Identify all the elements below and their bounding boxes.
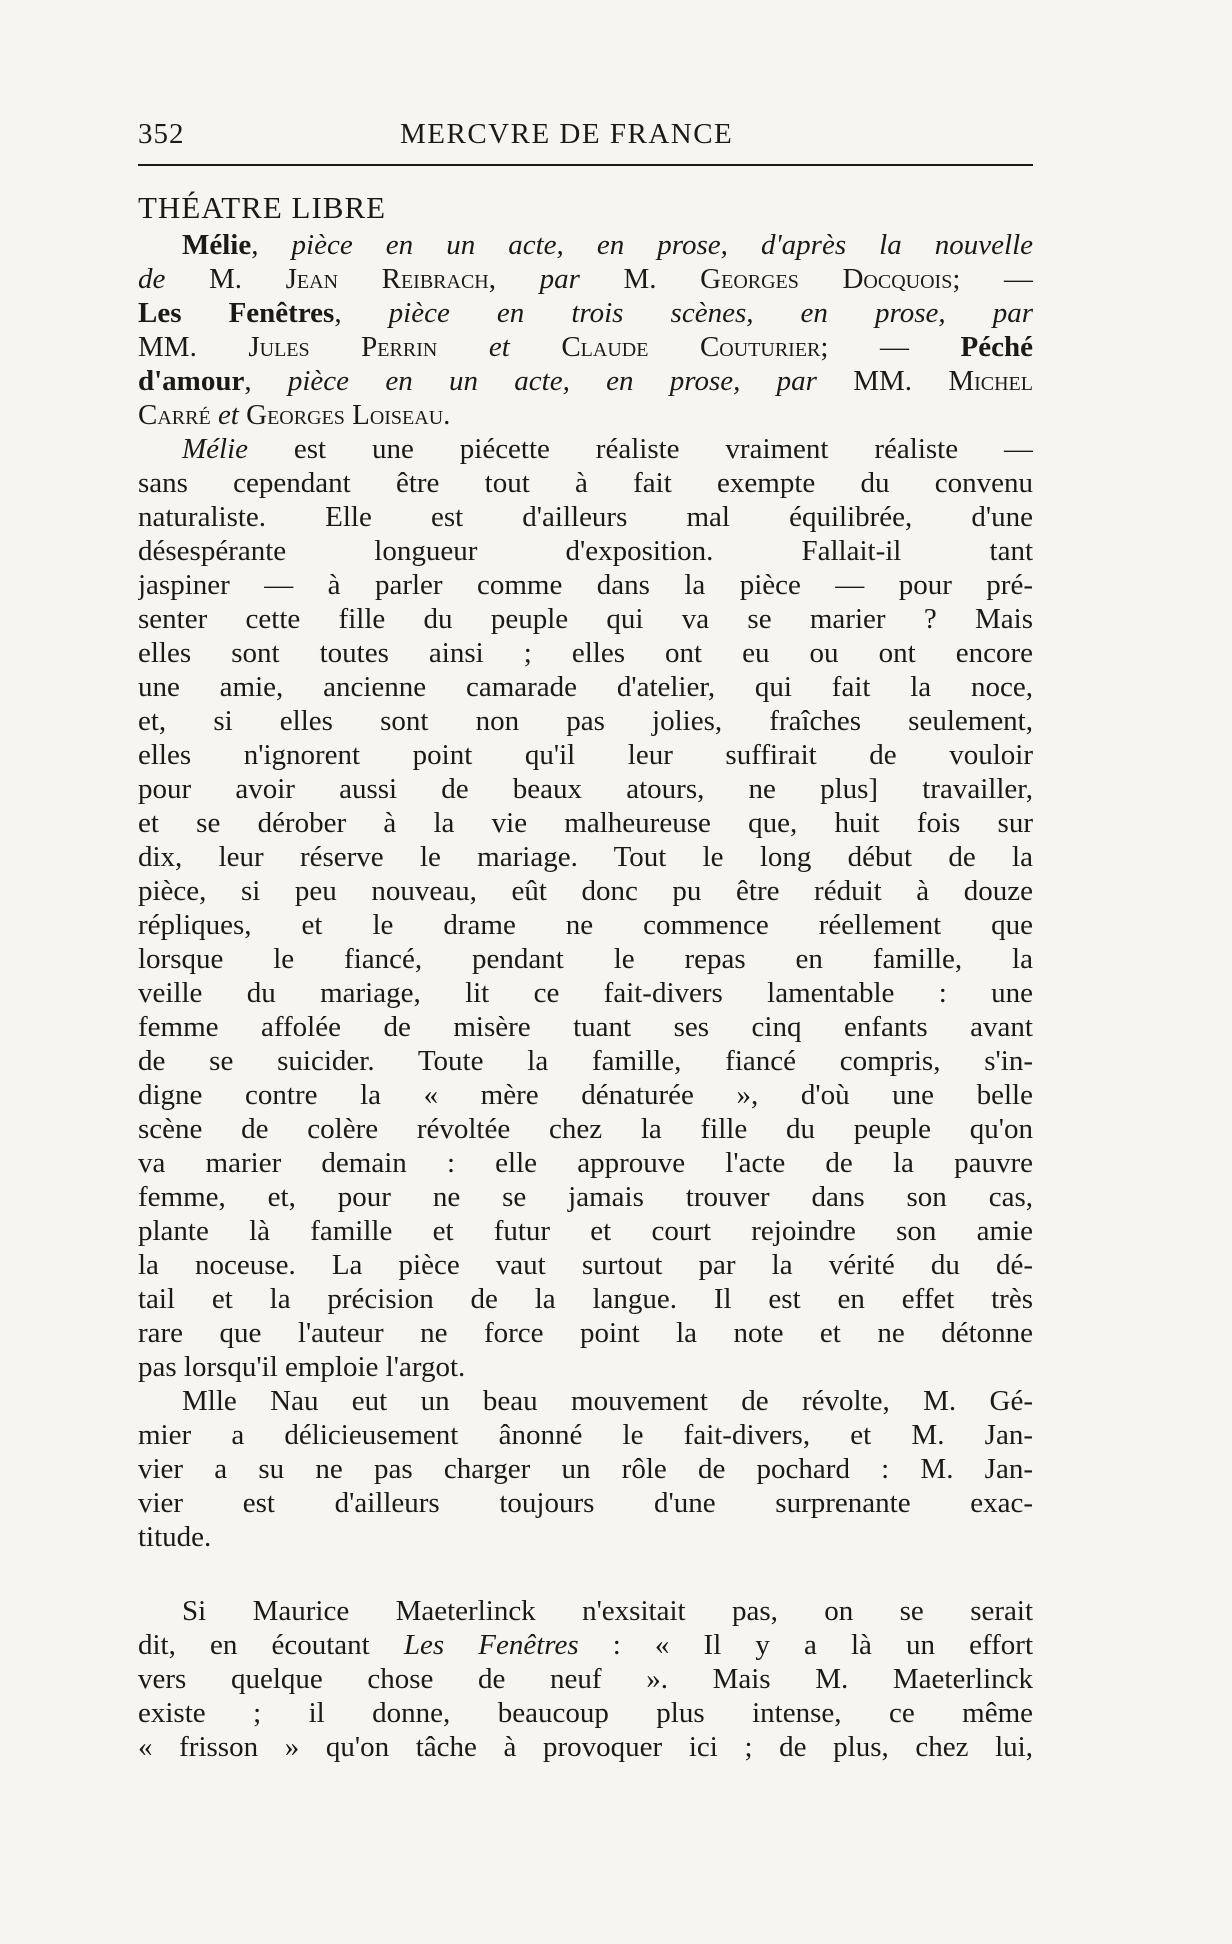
text-segment: ,	[488, 263, 540, 295]
text-segment: Carré	[138, 399, 211, 431]
text-segment: Georges Docquois	[700, 263, 953, 295]
text-segment: MM.	[816, 365, 949, 397]
text-segment: Jean Reibrach	[285, 263, 489, 295]
text-segment: vers quelque chose de neuf ». Mais M. Maeterlinck	[138, 1663, 1033, 1695]
text-segment: une amie, ancienne camarade d'atelier, qui fait la noce,	[138, 671, 1033, 703]
text-line	[138, 636, 1033, 670]
text-segment: sans cependant être tout à fait exempte du convenu	[138, 467, 1033, 499]
article-body	[138, 190, 1033, 1764]
text-segment	[437, 331, 489, 363]
text-line	[138, 942, 1033, 976]
text-segment: plante là famille et futur et court rejoindre son amie	[138, 1215, 1033, 1247]
text-segment: va marier demain : elle approuve l'acte de la pauvre	[138, 1147, 1033, 1179]
text-segment: elles n'ignorent point qu'il leur suffirait de vouloir	[138, 739, 1033, 771]
text-line	[138, 1248, 1033, 1282]
text-segment: ,	[244, 365, 288, 397]
text-line	[138, 364, 1033, 398]
text-line	[138, 534, 1033, 568]
text-segment: lorsque le fiancé, pendant le repas en famille, la	[138, 943, 1033, 975]
text-line	[138, 1180, 1033, 1214]
section-title: THÉATRE LIBRE	[138, 190, 387, 225]
text-line	[138, 1486, 1033, 1520]
text-segment: existe ; il donne, beaucoup plus intense, ce même	[138, 1697, 1033, 1729]
text-segment: MM.	[138, 331, 249, 363]
paragraph-gap	[138, 1554, 1033, 1594]
text-line	[138, 1350, 1033, 1384]
text-line	[138, 1730, 1033, 1764]
text-line	[138, 1662, 1033, 1696]
text-segment: par	[539, 263, 580, 295]
text-segment: titude.	[138, 1521, 212, 1553]
text-segment	[510, 331, 562, 363]
text-line	[138, 1418, 1033, 1452]
text-line	[138, 1282, 1033, 1316]
text-line	[138, 432, 1033, 466]
text-line	[138, 466, 1033, 500]
text-segment: répliques, et le drame ne commence réellement que	[138, 909, 1033, 941]
text-segment: : « Il y a là un effort	[578, 1629, 1033, 1661]
text-line	[138, 1316, 1033, 1350]
text-segment: Jules Perrin	[248, 331, 438, 363]
text-line	[138, 704, 1033, 738]
text-segment: Michel	[948, 365, 1033, 397]
text-segment: femme, et, pour ne se jamais trouver dans son cas,	[138, 1181, 1033, 1213]
text-line	[138, 602, 1033, 636]
text-segment: de	[138, 263, 166, 295]
text-segment: pièce en un acte, en prose, d'après la nouvelle	[291, 229, 1033, 261]
text-line	[138, 330, 1033, 364]
text-line	[138, 1146, 1033, 1180]
text-segment: dit, en écoutant	[138, 1629, 404, 1661]
text-segment: Les Fenêtres	[403, 1629, 579, 1661]
text-segment: mier a délicieusement ânonné le fait-divers, et M. Jan-	[138, 1419, 1033, 1451]
text-segment: Mélie	[182, 229, 252, 261]
text-segment: est une piécette réaliste vraiment réaliste —	[248, 433, 1033, 465]
text-line	[138, 1594, 1033, 1628]
text-segment: scène de colère révoltée chez la fille du peuple qu'on	[138, 1113, 1033, 1145]
text-line	[138, 1384, 1033, 1418]
text-segment: digne contre la « mère dénaturée », d'où une belle	[138, 1079, 1033, 1111]
text-line	[138, 568, 1033, 602]
text-segment: et	[488, 331, 510, 363]
text-segment: et se dérober à la vie malheureuse que, huit fois sur	[138, 807, 1033, 839]
page-header	[138, 112, 1033, 162]
text-line	[138, 1112, 1033, 1146]
text-segment: vier est d'ailleurs toujours d'une surprenante exac-	[138, 1487, 1033, 1519]
text-line	[138, 806, 1033, 840]
text-segment: rare que l'auteur ne force point la note et ne détonne	[138, 1317, 1033, 1349]
text-segment: pour avoir aussi de beaux atours, ne plus] travailler,	[138, 773, 1033, 805]
text-line	[138, 1010, 1033, 1044]
text-line	[138, 500, 1033, 534]
text-line	[138, 670, 1033, 704]
text-line	[138, 1044, 1033, 1078]
text-line	[138, 976, 1033, 1010]
text-segment: Mlle Nau eut un beau mouvement de révolte, M. Gé-	[182, 1385, 1033, 1417]
text-segment: d'amour	[138, 365, 245, 397]
text-line	[138, 398, 1033, 432]
text-segment	[211, 399, 218, 431]
text-segment: veille du mariage, lit ce fait-divers lamentable : une	[138, 977, 1033, 1009]
text-segment: pièce en trois scènes, en prose, par	[388, 297, 1033, 329]
text-segment: Claude Couturier	[561, 331, 821, 363]
text-lines	[138, 228, 1033, 1764]
text-line	[138, 772, 1033, 806]
text-segment: .	[443, 399, 451, 431]
text-segment: pièce, si peu nouveau, eût donc pu être réduit à douze	[138, 875, 1033, 907]
text-segment: Péché	[960, 331, 1033, 363]
text-line	[138, 1520, 1033, 1554]
text-segment: jaspiner — à parler comme dans la pièce — pour pré-	[138, 569, 1033, 601]
text-segment: de se suicider. Toute la famille, fiancé compris, s'in-	[138, 1045, 1033, 1077]
text-line	[138, 296, 1033, 330]
text-line	[138, 908, 1033, 942]
text-segment: et, si elles sont non pas jolies, fraîches seulement,	[138, 705, 1033, 737]
text-segment: ,	[334, 297, 389, 329]
text-segment: Les Fenêtres	[138, 297, 335, 329]
text-line	[138, 1696, 1033, 1730]
text-line	[138, 738, 1033, 772]
text-segment: pièce en un acte, en prose, par	[287, 365, 817, 397]
text-segment: naturaliste. Elle est d'ailleurs mal équilibrée, d'une	[138, 501, 1033, 533]
text-segment: Si Maurice Maeterlinck n'exsitait pas, on se serait	[182, 1595, 1033, 1627]
text-line	[138, 1214, 1033, 1248]
text-segment: tail et la précision de la langue. Il est en effet très	[138, 1283, 1033, 1315]
text-line	[138, 1078, 1033, 1112]
text-line	[138, 262, 1033, 296]
text-segment: M.	[579, 263, 701, 295]
text-segment: elles sont toutes ainsi ; elles ont eu ou ont encore	[138, 637, 1033, 669]
text-segment: Georges Loiseau	[246, 399, 444, 431]
page-number: 352	[138, 118, 185, 150]
text-segment: ; —	[820, 331, 961, 363]
text-line	[138, 1452, 1033, 1486]
text-segment: dix, leur réserve le mariage. Tout le long début de la	[138, 841, 1033, 873]
text-line	[138, 840, 1033, 874]
text-segment: pas lorsqu'il emploie l'argot.	[138, 1351, 466, 1383]
text-segment: M.	[165, 263, 286, 295]
running-title: MERCVRE DE FRANCE	[400, 118, 734, 150]
text-segment: et	[217, 399, 239, 431]
text-segment: ; —	[952, 263, 1033, 295]
text-segment: « frisson » qu'on tâche à provoquer ici ; de plus, chez lui,	[138, 1731, 1033, 1763]
text-line	[138, 874, 1033, 908]
header-rule	[138, 164, 1033, 166]
text-segment: femme affolée de misère tuant ses cinq enfants avant	[138, 1011, 1033, 1043]
text-segment: la noceuse. La pièce vaut surtout par la vérité du dé-	[138, 1249, 1033, 1281]
text-line	[138, 1628, 1033, 1662]
text-segment: désespérante longueur d'exposition. Fallait-il tant	[138, 535, 1033, 567]
text-line	[138, 228, 1033, 262]
text-segment: ,	[251, 229, 292, 261]
text-segment: senter cette fille du peuple qui va se marier ? Mais	[138, 603, 1033, 635]
text-segment: vier a su ne pas charger un rôle de pochard : M. Jan-	[138, 1453, 1033, 1485]
text-segment: Mélie	[182, 433, 249, 465]
